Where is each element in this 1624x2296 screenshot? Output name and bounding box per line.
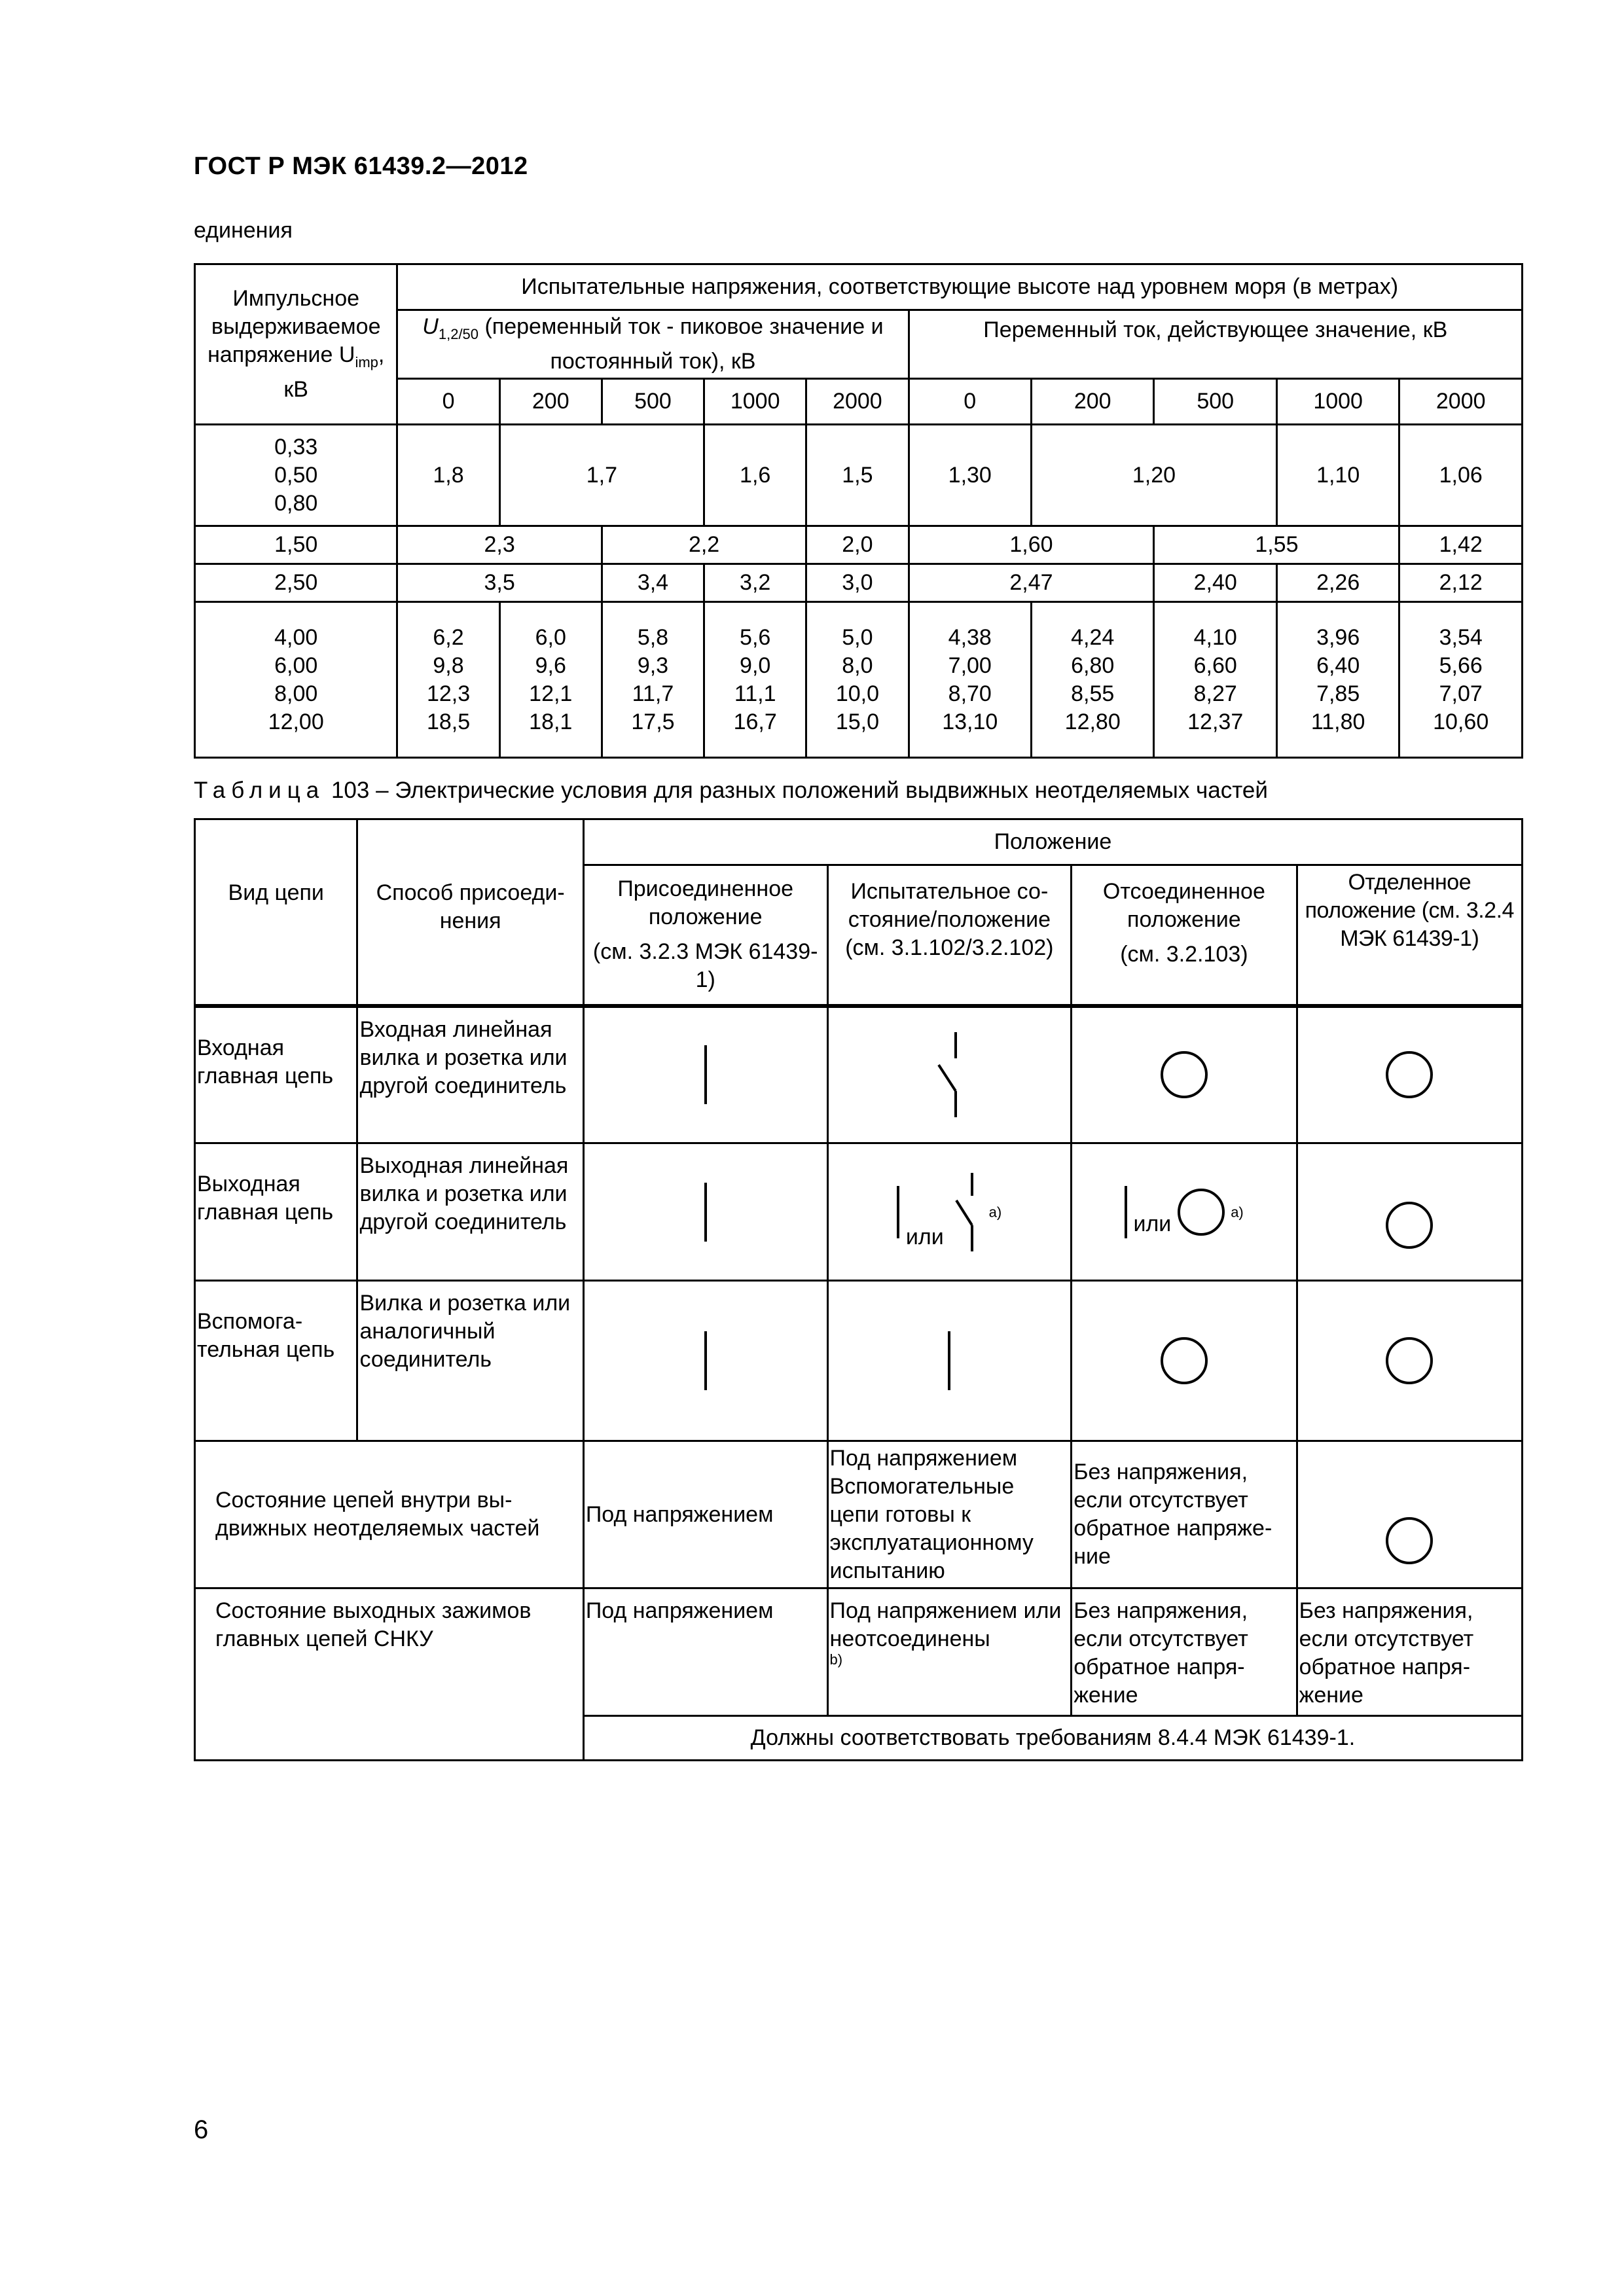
value-line: 5,0 bbox=[842, 624, 873, 650]
connected-symbol-cell bbox=[583, 1143, 827, 1281]
impulse-voltage-header: Импульсное выдерживаемое напряжение $U_{imp}$, кВ bbox=[195, 264, 397, 425]
connection-method: Вилка и розетка или аналогичный соединитель bbox=[357, 1281, 583, 1441]
connection-method: Входная линейная вилка и розетка или другой соединитель bbox=[357, 1006, 583, 1143]
value-line: 12,1 bbox=[529, 681, 573, 706]
value-cell: 1,6 bbox=[704, 425, 806, 526]
value-cell: 3,2 bbox=[704, 564, 806, 602]
circuit-name: Входная главная цепь bbox=[195, 1006, 357, 1143]
state-terminals-disconnected: Без напряжения, если отсутствует обратное напряжение bbox=[1072, 1588, 1297, 1716]
value-column-cell bbox=[397, 602, 499, 758]
value-cell: 2,47 bbox=[909, 564, 1154, 602]
value-column-cell bbox=[602, 602, 704, 758]
removed-position-header: Отделенное положение (см. 3.2.4 МЭК 61439-1) bbox=[1297, 865, 1522, 1006]
value-line: 12,37 bbox=[1187, 709, 1244, 734]
dc-peak-header: $U_{1,2/50}$ (переменный ток - пиковое значение и постоянный ток), кВ bbox=[397, 310, 909, 379]
requirement-note: Должны соответствовать требованиям 8.4.4 МЭК 61439-1. bbox=[583, 1716, 1522, 1761]
value-column-cell bbox=[1031, 602, 1153, 758]
circuit-type-header: Вид цепи bbox=[195, 819, 357, 1006]
value-line: 15,0 bbox=[835, 709, 879, 734]
closed-contact-icon bbox=[948, 1331, 950, 1390]
state-terminals-test: Под напряжением или неотсоединены b) bbox=[827, 1588, 1072, 1716]
value-line: 9,3 bbox=[637, 653, 669, 678]
circle-icon bbox=[1386, 1202, 1433, 1249]
continuation-text: единения bbox=[194, 218, 293, 243]
value-line: 3,96 bbox=[1316, 624, 1360, 650]
closed-contact-icon bbox=[704, 1331, 707, 1390]
value-cell: 1,7 bbox=[499, 425, 704, 526]
value-cell: 3,5 bbox=[397, 564, 602, 602]
test-symbol-cell bbox=[827, 1006, 1072, 1143]
circle-icon bbox=[1161, 1337, 1208, 1384]
closed-contact-icon bbox=[704, 1183, 707, 1242]
disconnected-symbol-cell: или a) bbox=[1072, 1143, 1297, 1281]
value-line: 6,80 bbox=[1071, 653, 1115, 678]
state-terminals-label: Состояние выходных зажимов главных цепей СНКУ bbox=[195, 1588, 584, 1761]
value-line: 6,2 bbox=[433, 624, 464, 650]
connected-position-header: Присоединенное положение (см. 3.2.3 МЭК 61439-1) bbox=[583, 865, 827, 1006]
connected-symbol-cell bbox=[583, 1281, 827, 1441]
state-inside-disconnected: Без напряжения, если отсутствует обратное напряжение bbox=[1072, 1441, 1297, 1588]
circle-icon bbox=[1386, 1337, 1433, 1384]
value-cell: 1,06 bbox=[1399, 425, 1523, 526]
altitude-cell: 1000 bbox=[1276, 379, 1399, 425]
altitude-cell: 1000 bbox=[704, 379, 806, 425]
removed-symbol-cell bbox=[1297, 1143, 1522, 1281]
value-cell: 3,0 bbox=[806, 564, 909, 602]
value-cell: 1,55 bbox=[1154, 526, 1399, 564]
impulse-group-1: 0,33 0,50 0,80 bbox=[195, 425, 397, 526]
value-line: 8,55 bbox=[1071, 681, 1115, 706]
circuit-name: Выходная главная цепь bbox=[195, 1143, 357, 1281]
value-cell: 2,26 bbox=[1276, 564, 1399, 602]
state-terminals-removed: Без напряжения, если отсутствует обратное напряжение bbox=[1297, 1588, 1522, 1716]
value-line: 10,0 bbox=[835, 681, 879, 706]
value-cell: 1,8 bbox=[397, 425, 499, 526]
test-voltage-header: Испытательные напряжения, соответствующие высоте над уровнем моря (в метрах) bbox=[397, 264, 1523, 310]
value-column-cell bbox=[1399, 602, 1523, 758]
position-header: Положение bbox=[583, 819, 1522, 865]
value-line: 18,5 bbox=[426, 709, 471, 734]
value-cell: 1,30 bbox=[909, 425, 1031, 526]
table-103-caption: Таблица 103 – Электрические условия для разных положений выдвижных неотделяемых частей bbox=[194, 778, 1268, 803]
value-column-cell bbox=[1276, 602, 1399, 758]
test-symbol-cell bbox=[827, 1281, 1072, 1441]
value-line: 7,00 bbox=[948, 653, 992, 678]
disconnected-symbol-cell bbox=[1072, 1281, 1297, 1441]
state-terminals-connected: Под напряжением bbox=[583, 1588, 827, 1716]
value-line: 9,6 bbox=[535, 653, 566, 678]
value-line: 10,60 bbox=[1433, 709, 1489, 734]
altitude-cell: 500 bbox=[1154, 379, 1276, 425]
value-line: 7,85 bbox=[1316, 681, 1360, 706]
value-line: 8,27 bbox=[1193, 681, 1237, 706]
value-line: 16,7 bbox=[733, 709, 777, 734]
value-line: 11,7 bbox=[632, 681, 674, 706]
altitude-cell: 200 bbox=[1031, 379, 1153, 425]
circuit-name: Вспомогательная цепь bbox=[195, 1281, 357, 1441]
impulse-group-3: 4,00 6,00 8,00 12,00 bbox=[195, 602, 397, 758]
altitude-cell: 500 bbox=[602, 379, 704, 425]
value-cell: 2,2 bbox=[602, 526, 806, 564]
table-103 bbox=[194, 818, 1523, 1761]
value-column-cell bbox=[704, 602, 806, 758]
value-cell: 1,60 bbox=[909, 526, 1154, 564]
value-cell: 2,0 bbox=[806, 526, 909, 564]
page-number: 6 bbox=[194, 2115, 209, 2144]
circle-icon bbox=[1178, 1189, 1225, 1236]
open-contact-icon bbox=[929, 1032, 969, 1117]
removed-symbol-cell bbox=[1297, 1006, 1522, 1143]
value-column-cell bbox=[1154, 602, 1276, 758]
value-line: 6,40 bbox=[1316, 653, 1360, 678]
state-inside-connected: Под напряжением bbox=[583, 1441, 827, 1588]
state-inside-label: Состояние цепей внутри выдвижных неотделяемых частей bbox=[195, 1441, 584, 1588]
impulse-cell: 1,50 bbox=[195, 526, 397, 564]
value-column-cell bbox=[806, 602, 909, 758]
altitude-cell: 2000 bbox=[1399, 379, 1523, 425]
impulse-cell: 2,50 bbox=[195, 564, 397, 602]
altitude-cell: 200 bbox=[499, 379, 602, 425]
value-line: 3,54 bbox=[1439, 624, 1483, 650]
altitude-cell: 2000 bbox=[806, 379, 909, 425]
test-position-header: Испытательное состояние/положение (см. 3.1.102/3.2.102) bbox=[827, 865, 1072, 1006]
circle-icon bbox=[1386, 1051, 1433, 1098]
value-line: 6,0 bbox=[535, 624, 566, 650]
value-column-cell bbox=[909, 602, 1031, 758]
closed-contact-icon bbox=[704, 1045, 707, 1104]
value-line: 4,24 bbox=[1071, 624, 1115, 650]
connection-method-header: Способ присоединения bbox=[357, 819, 583, 1006]
value-line: 5,66 bbox=[1439, 653, 1483, 678]
value-cell: 2,3 bbox=[397, 526, 602, 564]
value-line: 7,07 bbox=[1439, 681, 1483, 706]
closed-contact-icon bbox=[897, 1186, 899, 1238]
closed-contact-icon bbox=[1125, 1186, 1127, 1238]
ac-rms-header: Переменный ток, действующее значение, кВ bbox=[909, 310, 1522, 379]
value-line: 18,1 bbox=[529, 709, 573, 734]
value-line: 11,80 bbox=[1310, 709, 1365, 734]
document-title: ГОСТ Р МЭК 61439.2—2012 bbox=[194, 152, 528, 180]
value-line: 11,1 bbox=[734, 681, 776, 706]
connected-symbol-cell bbox=[583, 1006, 827, 1143]
value-line: 5,8 bbox=[637, 624, 669, 650]
value-cell: 1,20 bbox=[1031, 425, 1276, 526]
state-inside-test: Под напряжением Вспомогательные цепи готовы к эксплуатационному испытанию bbox=[827, 1441, 1072, 1588]
value-line: 4,10 bbox=[1193, 624, 1237, 650]
altitude-cell: 0 bbox=[909, 379, 1031, 425]
disconnected-symbol-cell bbox=[1072, 1006, 1297, 1143]
open-contact-icon bbox=[950, 1173, 983, 1251]
value-line: 8,0 bbox=[842, 653, 873, 678]
value-line: 13,10 bbox=[942, 709, 998, 734]
value-line: 9,0 bbox=[740, 653, 771, 678]
value-line: 8,70 bbox=[948, 681, 992, 706]
value-cell: 1,5 bbox=[806, 425, 909, 526]
value-cell: 1,10 bbox=[1276, 425, 1399, 526]
test-voltage-table bbox=[194, 263, 1523, 759]
disconnected-position-header: Отсоединенное положение (см. 3.2.103) bbox=[1072, 865, 1297, 1006]
removed-symbol-cell bbox=[1297, 1281, 1522, 1441]
value-line: 5,6 bbox=[740, 624, 771, 650]
circle-icon bbox=[1161, 1051, 1208, 1098]
circle-icon bbox=[1386, 1517, 1433, 1564]
value-cell: 1,42 bbox=[1399, 526, 1523, 564]
value-line: 4,38 bbox=[948, 624, 992, 650]
value-cell: 3,4 bbox=[602, 564, 704, 602]
value-line: 17,5 bbox=[631, 709, 675, 734]
test-symbol-cell: или a) bbox=[827, 1143, 1072, 1281]
value-cell: 2,12 bbox=[1399, 564, 1523, 602]
value-line: 9,8 bbox=[433, 653, 464, 678]
value-line: 6,60 bbox=[1193, 653, 1237, 678]
value-cell: 2,40 bbox=[1154, 564, 1276, 602]
connection-method: Выходная линейная вилка и розетка или другой соединитель bbox=[357, 1143, 583, 1281]
altitude-cell: 0 bbox=[397, 379, 499, 425]
value-line: 12,80 bbox=[1064, 709, 1121, 734]
value-column-cell bbox=[499, 602, 602, 758]
state-inside-removed bbox=[1297, 1441, 1522, 1588]
value-line: 12,3 bbox=[426, 681, 471, 706]
